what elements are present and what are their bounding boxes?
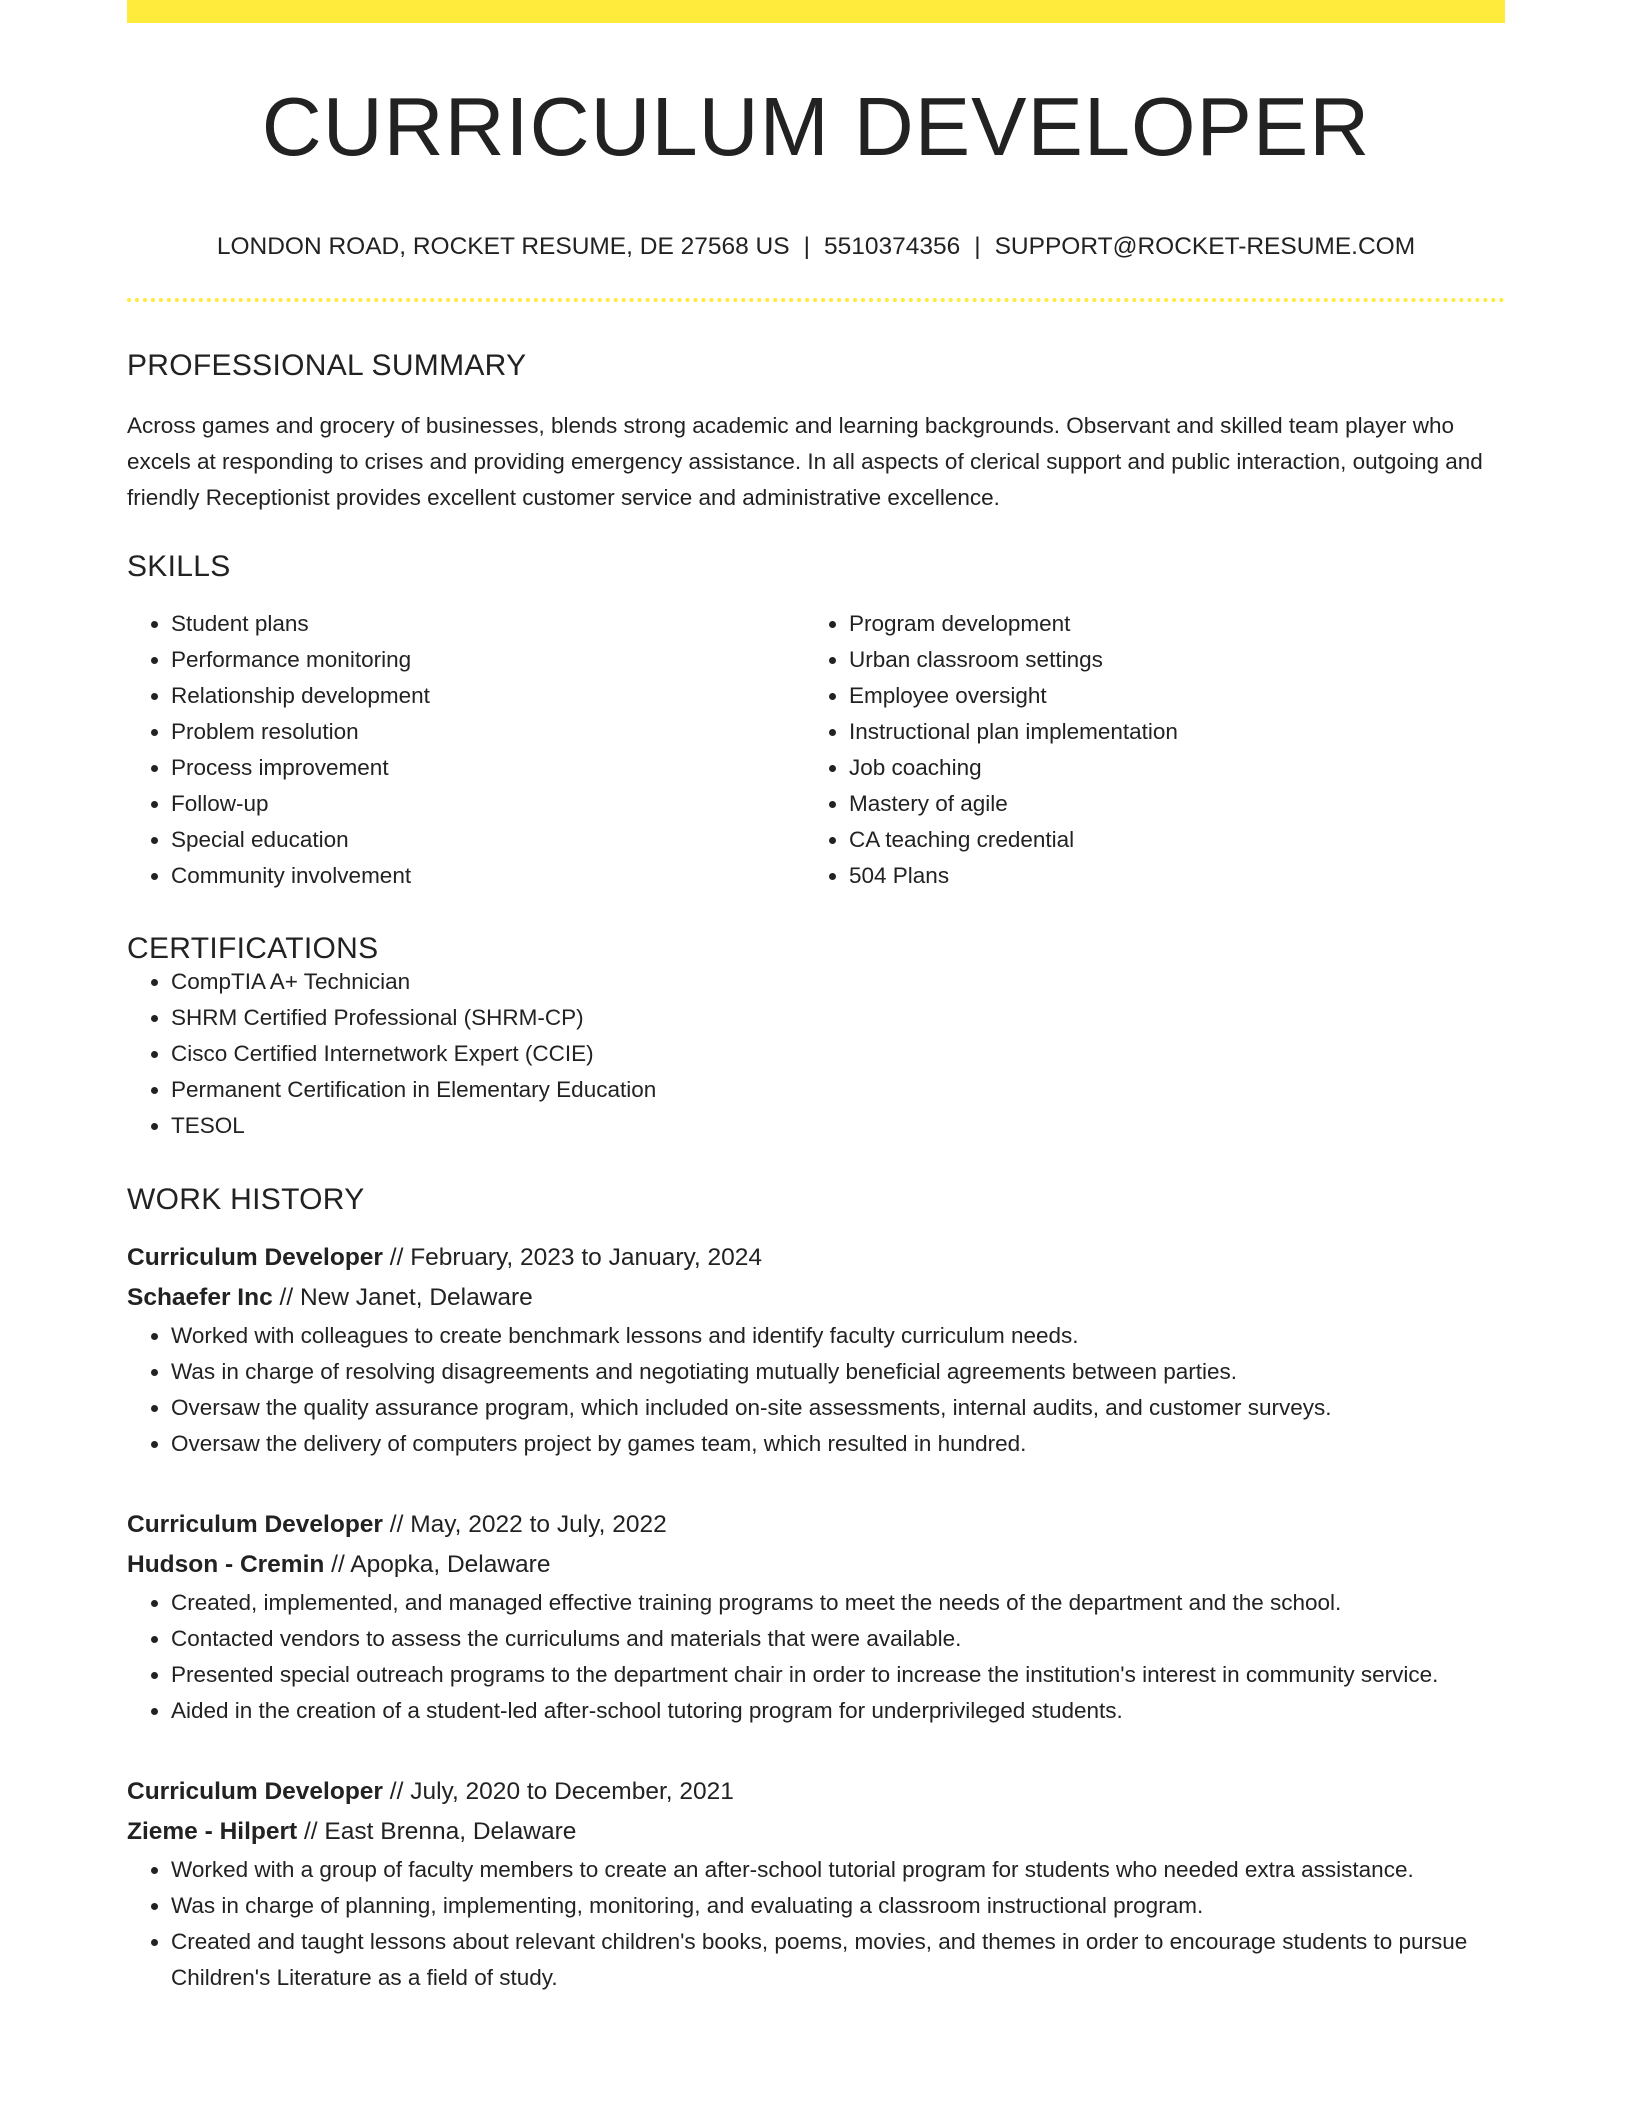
certification-item: • TESOL xyxy=(171,1108,1505,1144)
certification-item: • SHRM Certified Professional (SHRM-CP) xyxy=(171,1000,1505,1036)
skill-item: • Program development xyxy=(849,606,1483,642)
job-company: Hudson - Cremin xyxy=(127,1550,325,1578)
certification-item: • Permanent Certification in Elementary Education xyxy=(171,1072,1505,1108)
contact-separator: | xyxy=(974,233,981,260)
skill-item: • Instructional plan implementation xyxy=(849,714,1483,750)
job-dates: // February, 2023 to January, 2024 xyxy=(382,1243,763,1271)
skill-item: • Mastery of agile xyxy=(849,786,1483,822)
phone-text: 5510374356 xyxy=(823,233,961,260)
job-location: // Apopka, Delaware xyxy=(324,1550,551,1578)
skills-grid xyxy=(127,606,1505,894)
work-history-heading: WORK HISTORY xyxy=(127,1182,365,1216)
certification-item: • Cisco Certified Internetwork Expert (CCIE) xyxy=(171,1036,1505,1072)
skill-item: • Follow-up xyxy=(171,786,805,822)
job-bullet: • Worked with a group of faculty members to create an after-school tutorial program for students who needed extra assistance. xyxy=(171,1852,1505,1888)
skill-item: • Relationship development xyxy=(171,678,805,714)
job-bullets xyxy=(127,1318,1505,1462)
job-bullet: • Was in charge of planning, implementing, monitoring, and evaluating a classroom instructional program. xyxy=(171,1888,1505,1924)
skill-item: • Student plans xyxy=(171,606,805,642)
email-text: SUPPORT@ROCKET-RESUME.COM xyxy=(994,233,1416,260)
job-role: Curriculum Developer xyxy=(127,1243,383,1271)
job-role: Curriculum Developer xyxy=(127,1777,383,1805)
top-accent-bar xyxy=(127,0,1505,23)
skill-item: • Performance monitoring xyxy=(171,642,805,678)
contact-separator: | xyxy=(803,233,810,260)
job-role-line xyxy=(127,1505,1505,1545)
job-entry xyxy=(127,1238,1505,1462)
skills-heading: SKILLS xyxy=(127,549,231,583)
skill-item: • Employee oversight xyxy=(849,678,1483,714)
job-bullet: • Worked with colleagues to create benchmark lessons and identify faculty curriculum needs. xyxy=(171,1318,1505,1354)
skill-item: • Community involvement xyxy=(171,858,805,894)
skill-item: • Process improvement xyxy=(171,750,805,786)
job-dates: // May, 2022 to July, 2022 xyxy=(382,1510,667,1538)
job-company: Schaefer Inc xyxy=(127,1283,273,1311)
job-bullet: • Created, implemented, and managed effective training programs to meet the needs of the department and the school. xyxy=(171,1585,1505,1621)
skills-column-right xyxy=(805,606,1483,894)
skill-item: • Special education xyxy=(171,822,805,858)
skills-list-left xyxy=(127,606,805,894)
job-bullet: • Oversaw the quality assurance program, which included on-site assessments, internal audits, and customer surveys. xyxy=(171,1390,1505,1426)
job-bullet: • Oversaw the delivery of computers project by games team, which resulted in hundred. xyxy=(171,1426,1505,1462)
address-text: LONDON ROAD, ROCKET RESUME, DE 27568 US xyxy=(216,233,790,260)
job-location: // East Brenna, Delaware xyxy=(297,1817,577,1845)
job-bullet: • Presented special outreach programs to the department chair in order to increase the institution's interest in community service. xyxy=(171,1657,1505,1693)
job-bullet: • Aided in the creation of a student-led after-school tutoring program for underprivileged students. xyxy=(171,1693,1505,1729)
skill-item: • Urban classroom settings xyxy=(849,642,1483,678)
job-entry xyxy=(127,1505,1505,1729)
skill-item: • Problem resolution xyxy=(171,714,805,750)
job-bullet: • Was in charge of resolving disagreements and negotiating mutually beneficial agreements between parties. xyxy=(171,1354,1505,1390)
resume-title: CURRICULUM DEVELOPER xyxy=(261,80,1371,173)
job-bullets xyxy=(127,1852,1505,1996)
job-company-line xyxy=(127,1545,1505,1585)
skills-column-left xyxy=(127,606,805,894)
certifications-heading: CERTIFICATIONS xyxy=(127,931,379,965)
job-company-line xyxy=(127,1812,1505,1852)
header-divider xyxy=(127,298,1505,302)
job-role-line xyxy=(127,1772,1505,1812)
job-bullet: • Created and taught lessons about relevant children's books, poems, movies, and themes in order to encourage students to pursue Children's Literature as a field of study. xyxy=(171,1924,1505,1996)
job-location: // New Janet, Delaware xyxy=(272,1283,533,1311)
skill-item: • CA teaching credential xyxy=(849,822,1483,858)
skill-item: • 504 Plans xyxy=(849,858,1483,894)
certification-item: • CompTIA A+ Technician xyxy=(171,964,1505,1000)
job-company: Zieme - Hilpert xyxy=(127,1817,298,1845)
summary-text: Across games and grocery of businesses, blends strong academic and learning backgrounds. Observant and skilled team player who excels at responding to crises and providing emergency assistance. In all aspects of clerical support and public interaction, outgoing and friendly Receptionist provides excellent customer service and administrative excellence. xyxy=(127,412,1483,510)
skill-item: • Job coaching xyxy=(849,750,1483,786)
contact-line xyxy=(127,235,1505,260)
job-entry xyxy=(127,1772,1505,1996)
job-role-line xyxy=(127,1238,1505,1278)
job-dates: // July, 2020 to December, 2021 xyxy=(382,1777,734,1805)
job-company-line xyxy=(127,1278,1505,1318)
summary-heading: PROFESSIONAL SUMMARY xyxy=(127,348,527,382)
job-bullet: • Contacted vendors to assess the curriculums and materials that were available. xyxy=(171,1621,1505,1657)
resume-page xyxy=(127,0,1505,1996)
job-bullets xyxy=(127,1585,1505,1729)
skills-list-right xyxy=(805,606,1483,894)
job-role: Curriculum Developer xyxy=(127,1510,383,1538)
certifications-list xyxy=(127,964,1505,1144)
